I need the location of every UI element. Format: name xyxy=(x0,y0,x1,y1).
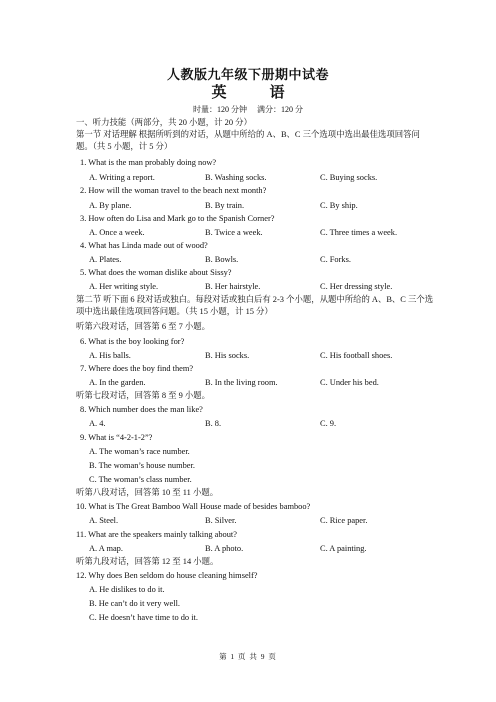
part2-instructions: 第二节 听下面 6 段对话或独白。每段对话或独白后有 2-3 个小题，从题中所给的 A、B、C 三个选项中选出最佳选项回答问题。（共 15 小题，计 15 分） xyxy=(76,295,434,317)
subject-title: 英 语 xyxy=(211,85,299,101)
option-7b: B. In the living room. xyxy=(205,378,278,387)
question-11: 11. What are the speakers mainly talking about? xyxy=(76,530,237,539)
option-8a: A. 4. xyxy=(89,419,106,428)
group-note-9: 听第九段对话，回答第 12 至 14 小题。 xyxy=(76,557,219,566)
option-3c: C. Three times a week. xyxy=(320,228,398,237)
option-3b: B. Twice a week. xyxy=(205,228,263,237)
exam-meta: 时量：120 分钟 满分：120 分 xyxy=(193,105,303,114)
question-1: 1. What is the man probably doing now? xyxy=(80,158,217,167)
question-10: 10. What is The Great Bamboo Wall House made of besides bamboo? xyxy=(76,502,311,511)
group-note-7: 听第七段对话，回答第 8 至 9 小题。 xyxy=(76,391,210,400)
question-12: 12. Why does Ben seldom do house cleaning himself? xyxy=(76,571,258,580)
question-4: 4. What has Linda made out of wood? xyxy=(80,241,208,250)
option-11b: B. A photo. xyxy=(205,544,244,553)
option-6b: B. His socks. xyxy=(205,351,250,360)
option-2b: B. By train. xyxy=(205,201,245,210)
question-5: 5. What does the woman dislike about Sissy? xyxy=(80,268,232,277)
option-1b: B. Washing socks. xyxy=(205,173,267,182)
question-8: 8. Which number does the man like? xyxy=(80,405,203,414)
question-2: 2. How will the woman travel to the beach next month? xyxy=(80,186,267,195)
option-1a: A. Writing a report. xyxy=(89,173,155,182)
section-heading: 一、听力技能（两部分，共 20 小题，计 20 分） xyxy=(76,118,252,127)
option-11a: A. A map. xyxy=(89,544,123,553)
option-11c: C. A painting. xyxy=(320,544,367,553)
page-number: 第 1 页 共 9 页 xyxy=(219,652,277,661)
option-10c: C. Rice paper. xyxy=(320,516,368,525)
option-5b: B. Her hairstyle. xyxy=(205,282,261,291)
question-9: 9. What is “4-2-1-2”? xyxy=(80,433,153,442)
option-1c: C. Buying socks. xyxy=(320,173,378,182)
group-note-8: 听第八段对话，回答第 10 至 11 小题。 xyxy=(76,488,219,497)
question-7: 7. Where does the boy find them? xyxy=(80,364,194,373)
option-12b: B. He can’t do it very well. xyxy=(89,599,181,608)
option-3a: A. Once a week. xyxy=(89,228,145,237)
option-9b: B. The woman’s house number. xyxy=(89,461,195,470)
option-4a: A. Plates. xyxy=(89,255,122,264)
question-3: 3. How often do Lisa and Mark go to the Spanish Corner? xyxy=(80,214,275,223)
option-8c: C. 9. xyxy=(320,419,337,428)
part1-instructions: 第一节 对话理解 根据所听到的对话，从题中所给的 A、B、C 三个选项中选出最佳选项回答问题。（共 5 小题，计 5 分） xyxy=(76,130,420,152)
option-6a: A. His balls. xyxy=(89,351,131,360)
option-2a: A. By plane. xyxy=(89,201,132,210)
option-7a: A. In the garden. xyxy=(89,378,146,387)
option-9c: C. The woman’s class number. xyxy=(89,475,192,484)
option-12c: C. He doesn’t have time to do it. xyxy=(89,613,198,622)
option-2c: C. By ship. xyxy=(320,201,358,210)
option-6c: C. His football shoes. xyxy=(320,351,393,360)
option-9a: A. The woman’s race number. xyxy=(89,447,190,456)
option-12a: A. He dislikes to do it. xyxy=(89,585,165,594)
group-note-6: 听第六段对话，回答第 6 至 7 小题。 xyxy=(76,322,210,331)
option-4c: C. Forks. xyxy=(320,255,351,264)
option-4b: B. Bowls. xyxy=(205,255,239,264)
option-10a: A. Steel. xyxy=(89,516,119,525)
option-10b: B. Silver. xyxy=(205,516,237,525)
question-6: 6. What is the boy looking for? xyxy=(80,337,185,346)
exam-title: 人教版九年级下册期中试卷 xyxy=(166,67,329,82)
option-8b: B. 8. xyxy=(205,419,222,428)
option-7c: C. Under his bed. xyxy=(320,378,379,387)
option-5a: A. Her writing style. xyxy=(89,282,159,291)
option-5c: C. Her dressing style. xyxy=(320,282,393,291)
